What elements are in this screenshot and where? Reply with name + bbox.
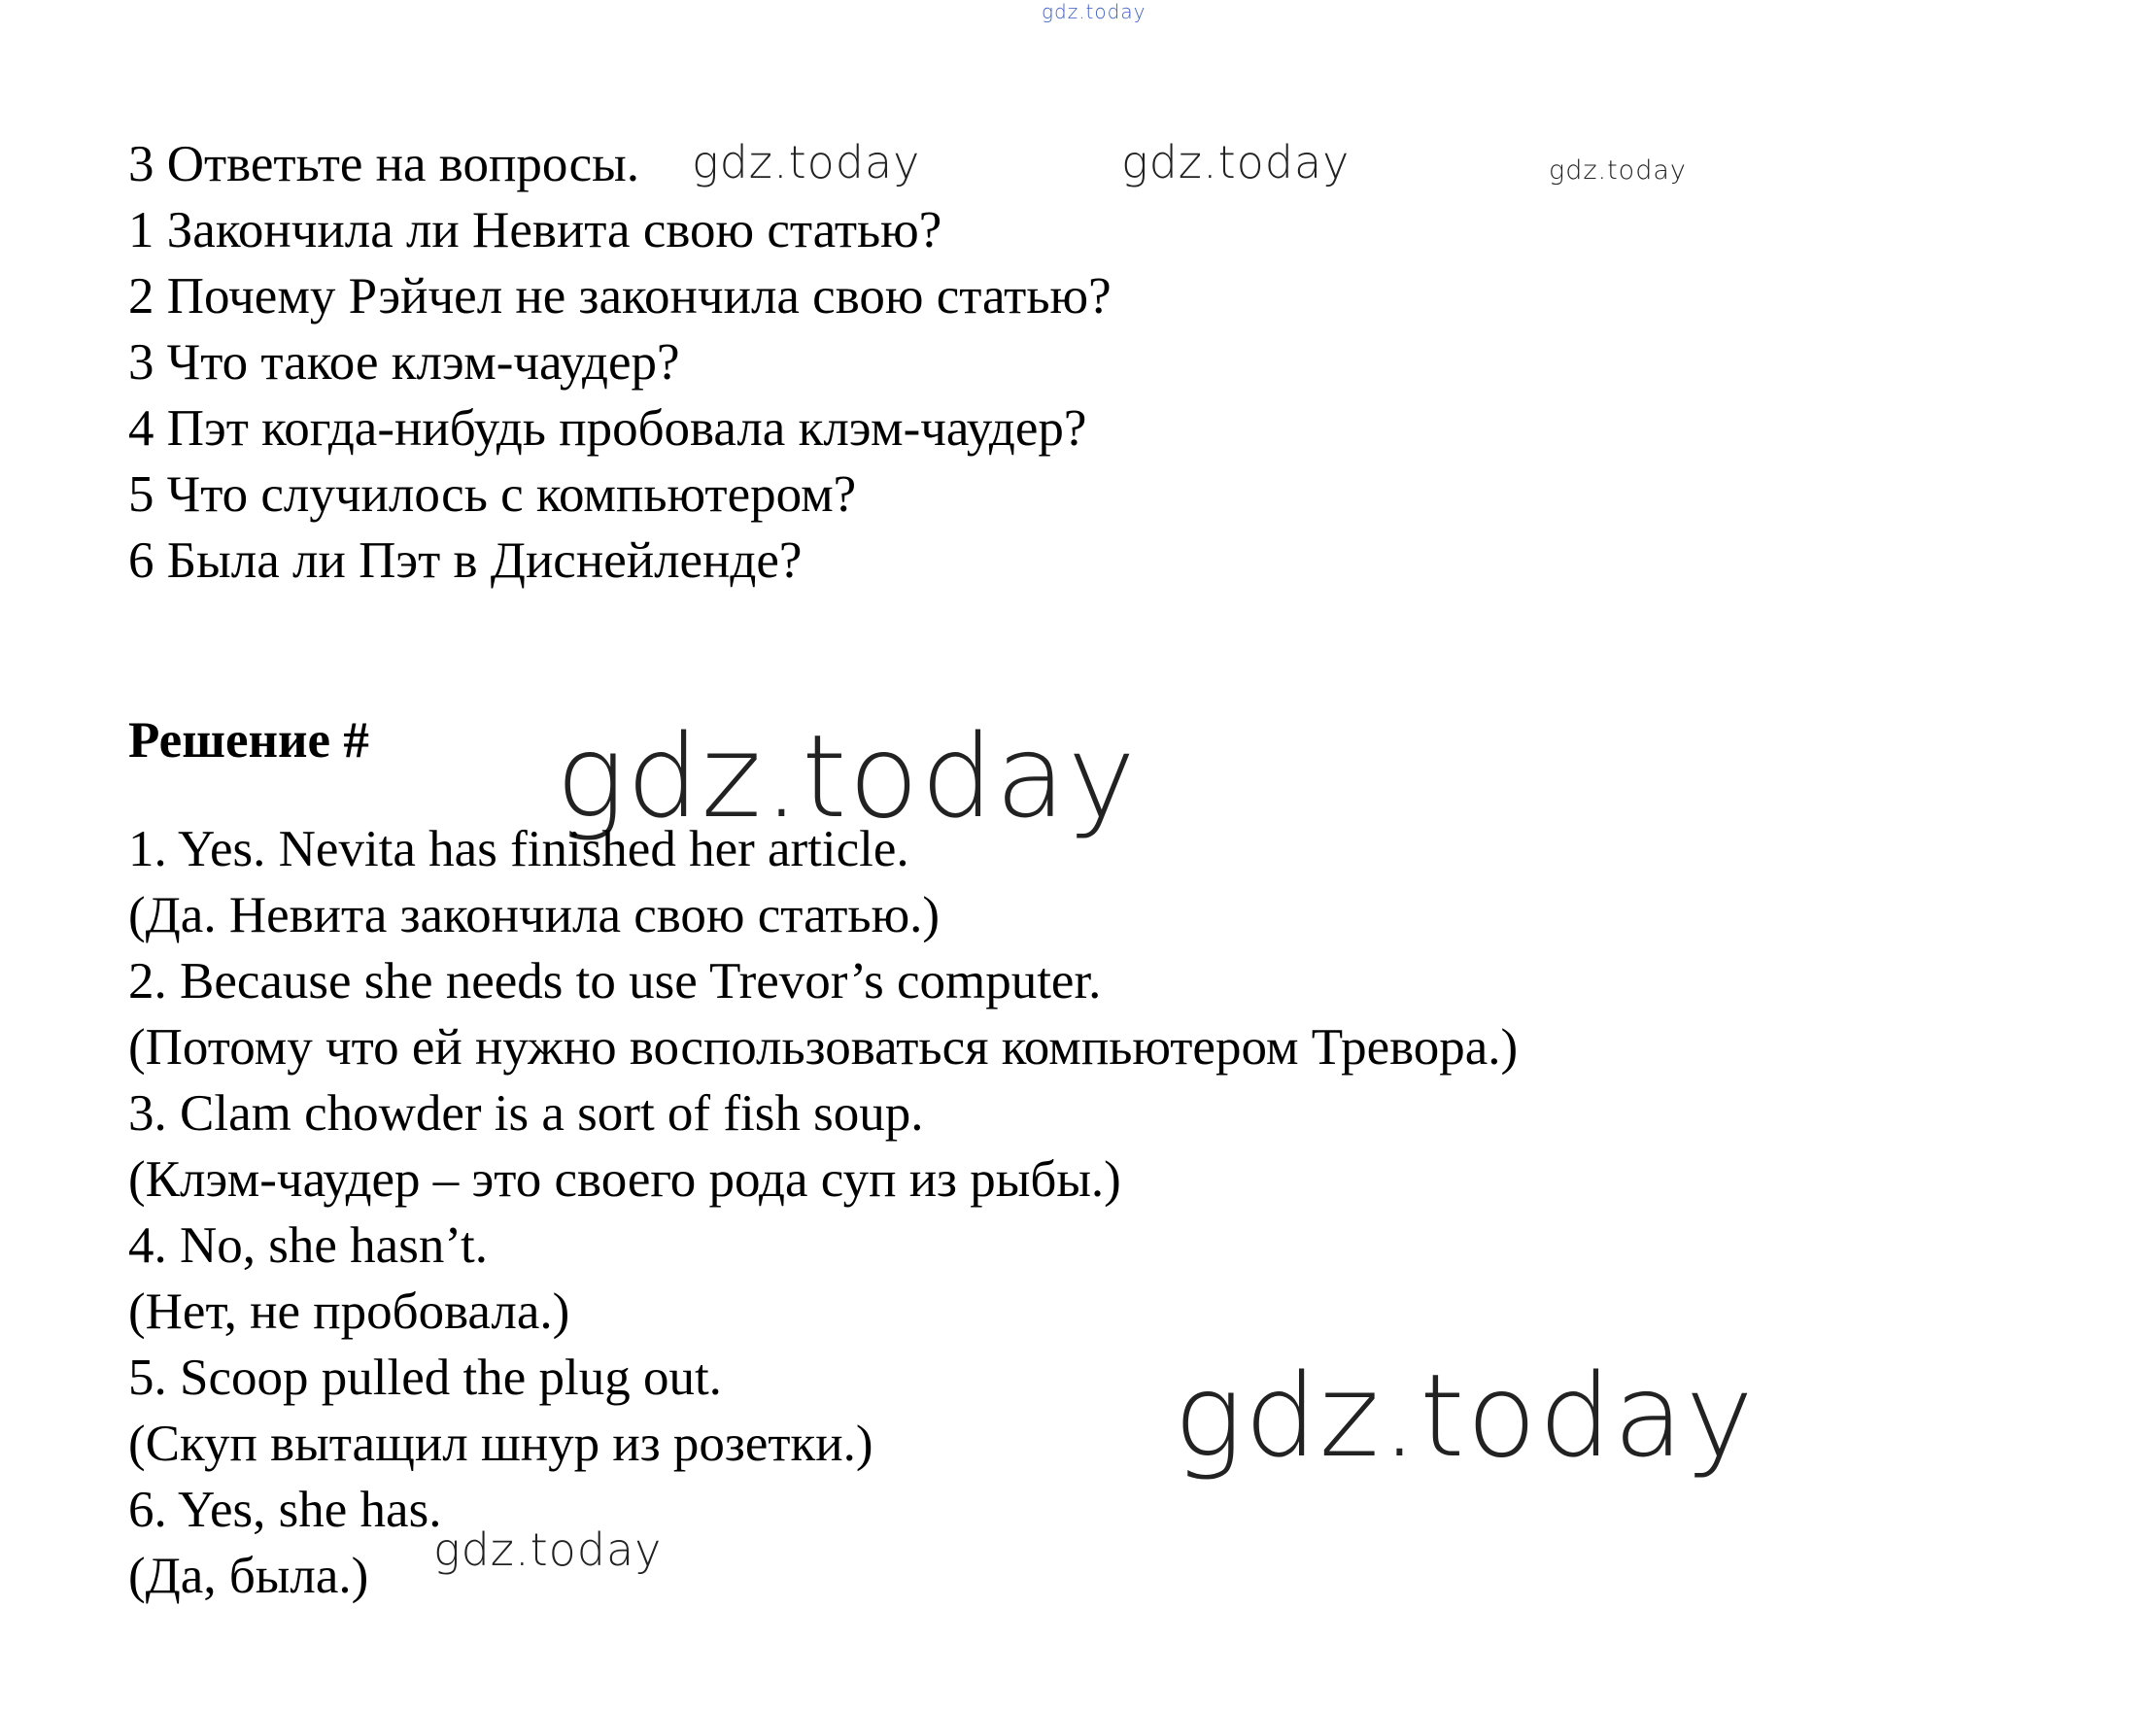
translation-line: (Скуп вытащил шнур из розетки.) (128, 1416, 873, 1472)
answer-line: 3. Clam chowder is a sort of fish soup. (128, 1085, 924, 1142)
question-item: 6 Была ли Пэт в Диснейленде? (128, 532, 803, 589)
translation-line: (Потому что ей нужно воспользоваться компьютером Тревора.) (128, 1019, 1519, 1076)
translation-line: (Нет, не пробовала.) (128, 1283, 570, 1340)
watermark-top: gdz.today (1042, 0, 1146, 23)
answer-line: 2. Because she needs to use Trevor’s computer. (128, 953, 1102, 1009)
translation-line: (Клэм-чаудер – это своего рода суп из рыбы.) (128, 1151, 1121, 1208)
question-item: 4 Пэт когда-нибудь пробовала клэм-чаудер? (128, 400, 1087, 457)
question-item: 2 Почему Рэйчел не закончила свою статью? (128, 268, 1112, 325)
question-item: 5 Что случилось с компьютером? (128, 466, 857, 523)
answer-line: 6. Yes, she has. (128, 1482, 442, 1538)
answer-line: 4. No, she hasn’t. (128, 1217, 488, 1274)
watermark-small: gdz.today (1549, 155, 1687, 186)
answer-line: 1. Yes. Nevita has finished her article. (128, 821, 909, 877)
translation-line: (Да. Невита закончила свою статью.) (128, 887, 941, 943)
task-title: 3 Ответьте на вопросы. (128, 136, 640, 192)
question-item: 3 Что такое клэм-чаудер? (128, 334, 680, 391)
watermark-small: gdz.today (433, 1523, 663, 1576)
watermark-small: gdz.today (1121, 136, 1351, 188)
question-item: 1 Закончила ли Невита свою статью? (128, 202, 942, 258)
solution-heading: Решение # (128, 712, 369, 769)
watermark-large: gdz.today (1174, 1349, 1756, 1483)
watermark-large: gdz.today (556, 709, 1138, 843)
answer-line: 5. Scoop pulled the plug out. (128, 1350, 722, 1406)
watermark-small: gdz.today (692, 136, 921, 188)
translation-line: (Да, была.) (128, 1548, 369, 1604)
